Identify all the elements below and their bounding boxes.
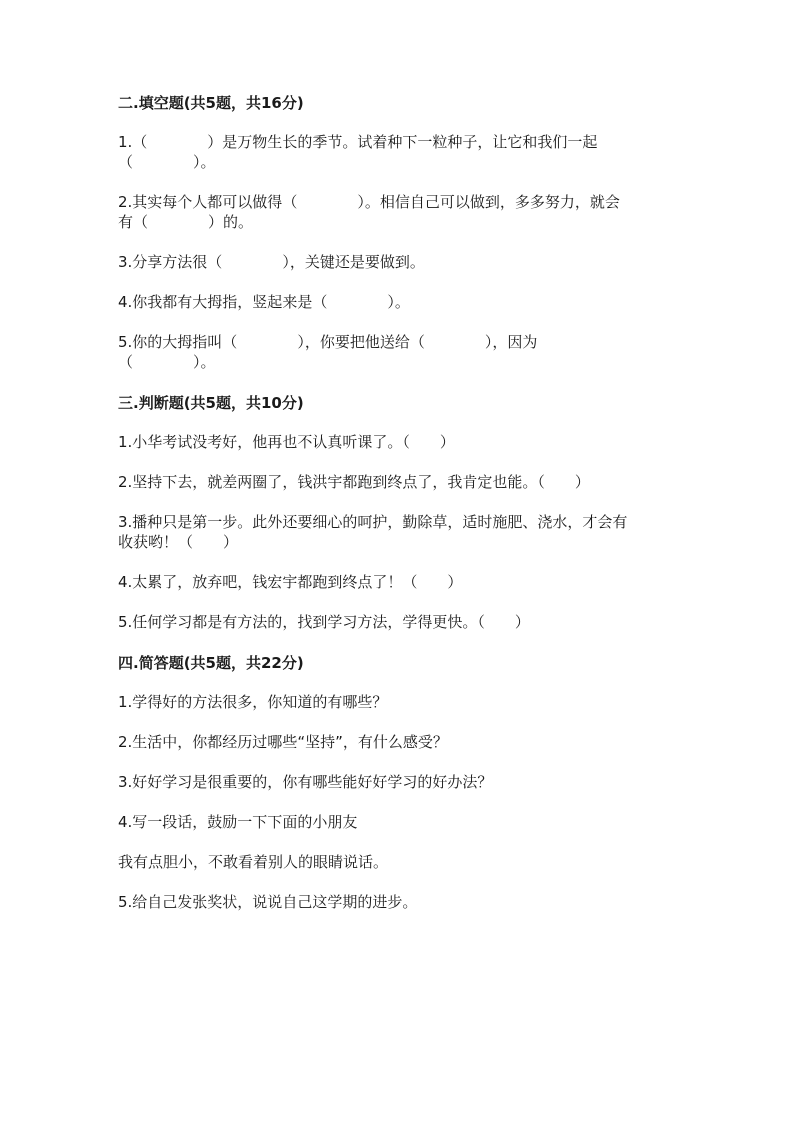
question-item	[118, 512, 678, 552]
section-fill-blank	[118, 92, 678, 372]
question-item	[118, 292, 678, 312]
question-item	[118, 192, 678, 232]
question-item	[118, 852, 678, 872]
question-line: 3.播种只是第一步。此外还要细心的呵护，勤除草，适时施肥、浇水，才会有	[118, 513, 628, 531]
question-item	[118, 692, 678, 712]
question-item	[118, 772, 678, 792]
exam-page	[118, 92, 678, 932]
section-true-false	[118, 392, 678, 632]
question-item	[118, 572, 678, 592]
question-line: 收获哟！（ ）	[118, 533, 239, 551]
question-item	[118, 612, 678, 632]
question-line: 5.你的大拇指叫（ ），你要把他送给（ ），因为	[118, 333, 538, 351]
question-line: 2.坚持下去，就差两圈了，钱洪宇都跑到终点了，我肯定也能。（ ）	[118, 473, 590, 491]
section-title: 四.简答题(共5题，共22分)	[118, 654, 304, 672]
question-item	[118, 472, 678, 492]
question-item	[118, 812, 678, 832]
question-line: 1.（ ）是万物生长的季节。试着种下一粒种子，让它和我们一起	[118, 133, 598, 151]
question-line: 3.好好学习是很重要的，你有哪些能好好学习的好办法？	[118, 773, 493, 791]
question-line: 2.其实每个人都可以做得（ ）。相信自己可以做到，多多努力，就会	[118, 193, 620, 211]
question-line: 4.太累了，放弃吧，钱宏宇都跑到终点了！（ ）	[118, 573, 463, 591]
question-line: 5.给自己发张奖状，说说自己这学期的进步。	[118, 893, 418, 911]
question-item	[118, 732, 678, 752]
question-item	[118, 132, 678, 172]
question-line: 3.分享方法很（ ），关键还是要做到。	[118, 253, 425, 271]
question-item	[118, 252, 678, 272]
question-line: 5.任何学习都是有方法的，找到学习方法，学得更快。（ ）	[118, 613, 530, 631]
question-line: 4.写一段话，鼓励一下下面的小朋友	[118, 813, 358, 831]
question-item	[118, 432, 678, 452]
question-item	[118, 892, 678, 912]
question-line: 1.小华考试没考好，他再也不认真听课了。（ ）	[118, 433, 455, 451]
question-line: （ ）。	[118, 153, 216, 171]
section-short-answer	[118, 652, 678, 912]
question-line: 2.生活中，你都经历过哪些“坚持”，有什么感受？	[118, 733, 448, 751]
question-line: 有（ ）的。	[118, 213, 254, 231]
section-title: 二.填空题(共5题，共16分)	[118, 94, 304, 112]
question-line: 我有点胆小，不敢看着别人的眼睛说话。	[118, 853, 389, 871]
question-item	[118, 332, 678, 372]
question-line: （ ）。	[118, 353, 216, 371]
section-title: 三.判断题(共5题，共10分)	[118, 394, 304, 412]
question-line: 4.你我都有大拇指，竖起来是（ ）。	[118, 293, 410, 311]
question-line: 1.学得好的方法很多，你知道的有哪些？	[118, 693, 388, 711]
